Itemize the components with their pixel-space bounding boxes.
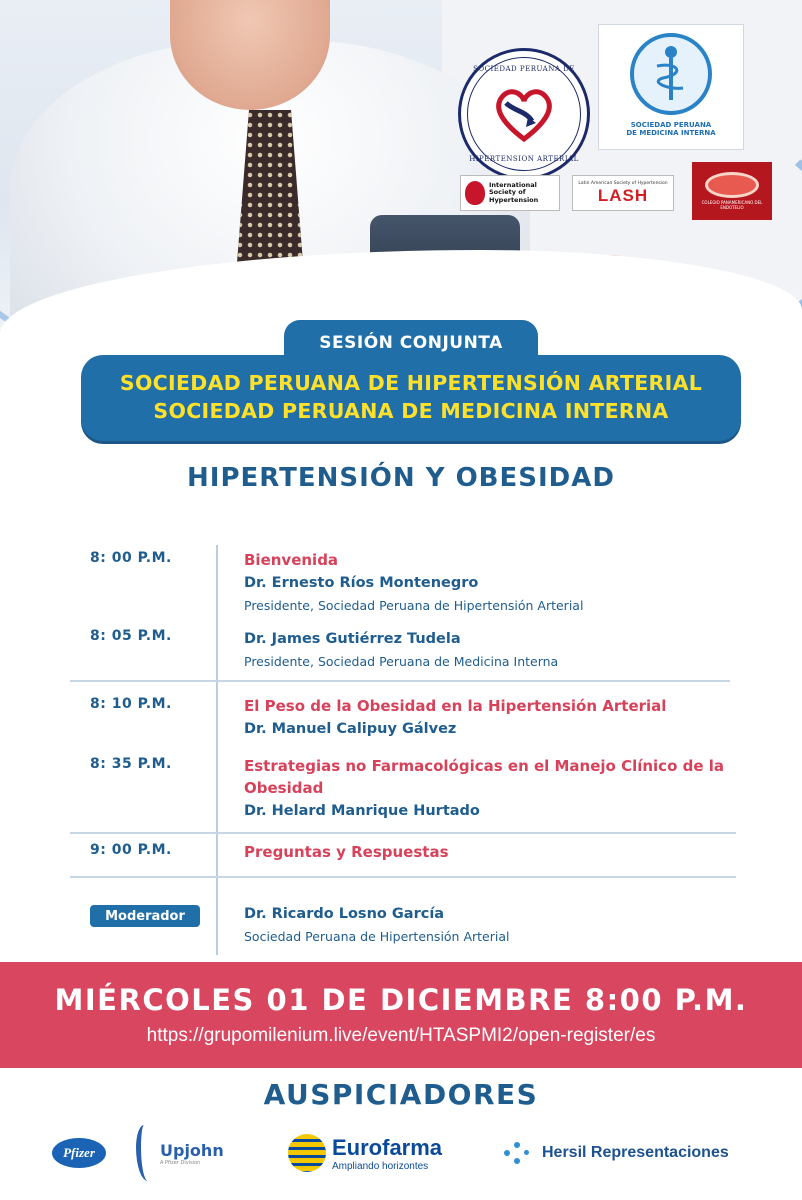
logo-hersil: Hersil Representaciones: [504, 1118, 729, 1188]
moderator-badge: Moderador: [90, 905, 200, 927]
logo-colegio-endotelio: COLEGIO PANAMERICANO DEL ENDOTELIO: [692, 162, 772, 220]
society-1: SOCIEDAD PERUANA DE HIPERTENSIÓN ARTERIAL: [119, 371, 703, 396]
logo-upjohn: Upjohn A Pfizer Division: [136, 1118, 224, 1188]
session-label: SESIÓN CONJUNTA: [284, 320, 538, 366]
society-2: SOCIEDAD PERUANA DE MEDICINA INTERNA: [153, 399, 669, 423]
logo-eurofarma: Eurofarma Ampliando horizontes: [288, 1118, 442, 1188]
agenda-time: 8: 00 P.M.: [90, 550, 172, 566]
agenda-topic: El Peso de la Obesidad en la Hipertensión Arterial: [244, 697, 667, 715]
logo-pfizer: Pfizer: [52, 1118, 106, 1188]
logo-sociedad-medicina-interna: SOCIEDAD PERUANA DE MEDICINA INTERNA: [598, 24, 744, 150]
agenda-speaker: Dr. James Gutiérrez Tudela: [244, 631, 461, 647]
section-divider: [70, 876, 736, 878]
sponsors-heading: AUSPICIADORES: [263, 1078, 539, 1111]
agenda-time: 9: 00 P.M.: [90, 842, 172, 858]
event-date-band: [0, 962, 802, 1068]
agenda-speaker: Dr. Helard Manrique Hurtado: [244, 802, 480, 819]
event-title: HIPERTENSIÓN Y OBESIDAD: [187, 463, 615, 493]
logo-lash: Latin American Society of Hypertension LASH: [572, 175, 674, 211]
agenda-time: 8: 05 P.M.: [90, 628, 172, 644]
section-divider: [70, 680, 730, 682]
event-date: MIÉRCOLES 01 DE DICIEMBRE 8:00 P.M.: [54, 983, 748, 1017]
section-divider: [70, 832, 736, 834]
agenda-time: 8: 10 P.M.: [90, 696, 172, 712]
agenda-topic: Bienvenida: [244, 551, 339, 569]
agenda-speaker: Dr. Ernesto Ríos Montenegro: [244, 574, 479, 591]
heart-icon: [465, 181, 485, 205]
agenda-speaker: Dr. Manuel Calipuy Gálvez: [244, 720, 457, 737]
caduceus-icon: [630, 33, 712, 115]
agenda-role: Presidente, Sociedad Peruana de Medicina Interna: [244, 653, 559, 669]
upjohn-mark-icon: [136, 1125, 156, 1181]
agenda-role: Presidente, Sociedad Peruana de Hipertensión Arterial: [244, 597, 584, 613]
agenda-topic: Estrategias no Farmacológicas en el Manejo Clínico de la Obesidad: [244, 757, 724, 797]
timeline-divider: [216, 545, 218, 955]
hersil-dots-icon: [504, 1138, 534, 1168]
moderator-role: Sociedad Peruana de Hipertensión Arterial: [244, 928, 510, 944]
eurofarma-globe-icon: [288, 1134, 326, 1172]
logo-sociedad-hipertension: SOCIEDAD PERUANA DE HIPERTENSION ARTERIAL: [458, 48, 590, 180]
agenda-topic: Preguntas y Respuestas: [244, 843, 449, 861]
societies-banner: [81, 355, 741, 441]
vessel-icon: [705, 172, 759, 198]
agenda-time: 8: 35 P.M.: [90, 756, 172, 772]
registration-link[interactable]: https://grupomilenium.live/event/HTASPMI2/open-register/es: [146, 1025, 656, 1046]
logo-ish: International Society of Hypertension: [460, 175, 560, 211]
moderator-name: Dr. Ricardo Losno García: [244, 906, 445, 922]
